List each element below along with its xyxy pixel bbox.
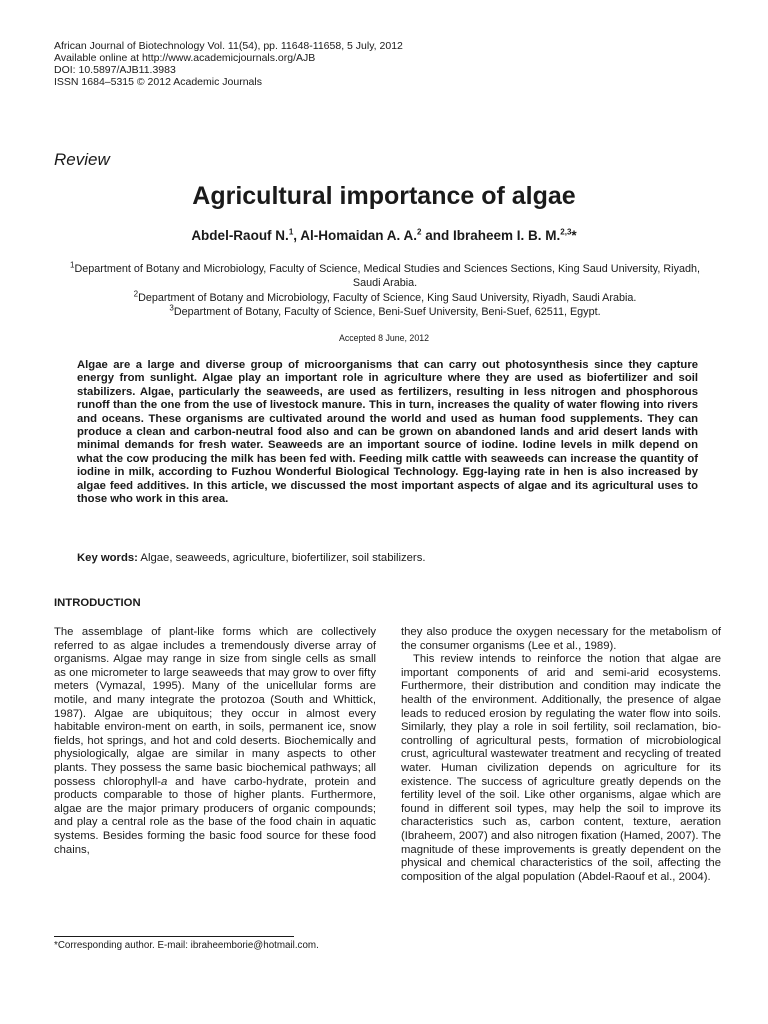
affiliation-number: 2 (133, 289, 139, 299)
journal-citation: African Journal of Biotechnology Vol. 11(54), pp. 11648-11658, 5 July, 2012 (54, 40, 403, 52)
author-affiliation-mark: 1 (288, 227, 294, 237)
issn: ISSN 1684–5315 © 2012 Academic Journals (54, 76, 262, 88)
affiliation-number: 1 (70, 260, 75, 270)
corresponding-mark: * (571, 228, 577, 243)
affiliation-text: Department of Botany and Microbiology, Faculty of Science, Medical Studies and Sciences Sections, King Saud University, Riyadh, Saudi Arabia. (74, 263, 700, 289)
affiliation (70, 260, 700, 290)
author-separator: and (421, 228, 454, 243)
keywords (77, 552, 698, 564)
keywords-label: Key words: (77, 552, 138, 564)
affiliation-number: 3 (169, 303, 174, 313)
doi: DOI: 10.5897/AJB11.3983 (54, 64, 176, 76)
affiliation (70, 303, 700, 320)
author-affiliation-mark: 2 (417, 227, 422, 237)
paragraph-text: and have carbo-hydrate, protein and products comparable to those of higher plants. Furthermore, algae are the major primary producers of organic compounds; and play a central role as the base of the food chain in aquatic systems. Besides forming the basic food source for these food chains, (54, 775, 376, 856)
paragraph: they also produce the oxygen necessary for the metabolism of the consumer organisms (Lee et al., 1989). (401, 626, 721, 652)
right-column (401, 626, 721, 884)
author-name: Abdel-Raouf N. (191, 228, 289, 243)
journal-url: Available online at http://www.academicjournals.org/AJB (54, 52, 316, 64)
paper-title: Agricultural importance of algae (192, 182, 576, 210)
section-heading-introduction: INTRODUCTION (54, 597, 141, 609)
paragraph-text: The assemblage of plant-like forms which are collectively referred to as algae includes a tremendously diverse array of organisms. Algae may range in size from single cells as small as one micrometer to large seaweeds that may grow to over fifty meters (Vymazal, 1995). Many of the unicellular forms are motile, and many integrate the protozoa (South and Whittick, 1987). Algae are ubiquitous; they occur in almost every habitable environ-ment on earth, in soils, permanent ice, snow fields, hot springs, and hot and cold deserts. Biochemically and physiologically, algae are similar in many aspects to other plants. They possess the same basic biochemical pathways; all possess chlorophyll- (54, 626, 376, 788)
affiliation-text: Department of Botany and Microbiology, Faculty of Science, King Saud University, Riyadh, Saudi Arabia. (138, 292, 637, 304)
author-affiliation-mark: 2,3 (560, 227, 572, 237)
affiliation-text: Department of Botany, Faculty of Science, Beni-Suef University, Beni-Suef, 62511, Egypt. (173, 306, 601, 318)
paragraph (54, 626, 376, 857)
author-list (0, 228, 768, 243)
left-column (54, 626, 376, 857)
keywords-text: Algae, seaweeds, agriculture, biofertilizer, soil stabilizers. (137, 552, 426, 564)
author-name: Al-Homaidan A. A. (300, 228, 418, 243)
accepted-date: Accepted 8 June, 2012 (339, 333, 429, 343)
footnote-divider (54, 936, 294, 937)
paragraph: This review intends to reinforce the notion that algae are important components of arid and semi-arid ecosystems. Furthermore, their distribution and condition may indicate the health of the environment. Additionally, the presence of algae leads to reduced erosion by regulating the water flow into soils. Similarly, they play a role in soil fertility, soil reclamation, bio-controlling of agricultural pests, formation of microbiological crust, agricultural wastewater treatment and recycling of treated water. Human civilization depends on agriculture for its existence. The success of agriculture greatly depends on the fertility level of the soil. Like other organisms, algae which are found in different soil types, may help the soil to improve its characteristics such as, carbon content, texture, aeration (Ibraheem, 2007) and also nitrogen fixation (Hamed, 2007). The magnitude of these improvements is greatly dependent on the physical and chemical characteristics of the soil, affecting the composition of the algal population (Abdel-Raouf et al., 2004). (401, 653, 721, 883)
italic-text: a (161, 775, 168, 788)
article-type: Review (54, 150, 110, 169)
abstract: Algae are a large and diverse group of microorganisms that can carry out photosynthesis since they capture energy from sunlight. Algae play an important role in agriculture where they are used as biofertilizer and soil stabilizers. Algae, particularly the seaweeds, are used as fertilizers, resulting in less nitrogen and phosphorous runoff than the one from the use of livestock manure. This in turn, increases the quality of water flowing into rivers and oceans. These organisms are cultivated around the world and used as human food supplements. They can produce a clean and carbon-neutral food also and can be grown on abandoned lands and arid desert lands with minimal demands for fresh water. Seaweeds are an important source of iodine. Iodine levels in milk depend on what the cow producing the milk has been fed with. Feeding milk cattle with seaweeds can increase the quantity of iodine in milk, according to Fuzhou Wonderful Biological Technology. Egg-laying rate in hen is also increased by algae feed additives. In this article, we discussed the most important aspects of algae and its agricultural uses to those who work in this area. (77, 359, 698, 506)
author-name: Ibraheem I. B. M. (453, 228, 561, 243)
corresponding-author-footnote: *Corresponding author. E-mail: ibraheemborie@hotmail.com. (54, 940, 319, 951)
author-separator: , (293, 228, 301, 243)
affiliation (70, 289, 700, 306)
